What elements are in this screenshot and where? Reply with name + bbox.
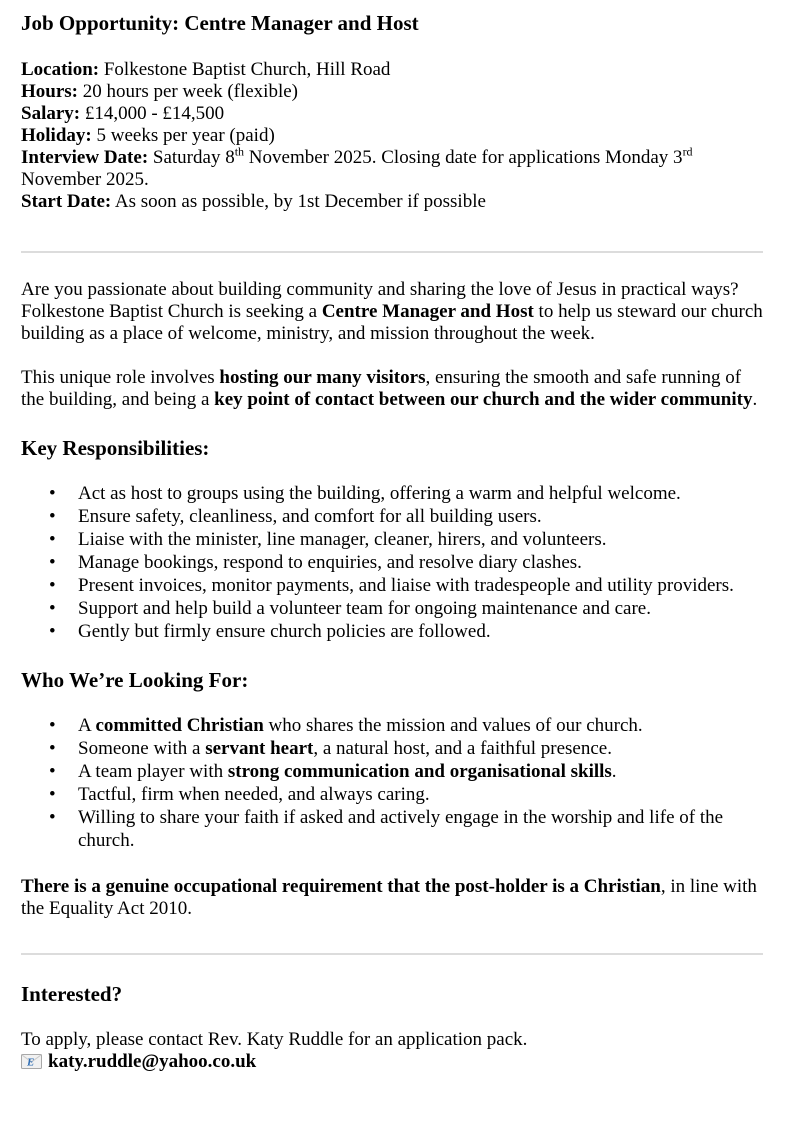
who-item: • Someone with a servant heart, a natural host, and a faithful presence.: [78, 737, 763, 760]
contact-email-address: katy.ruddle@yahoo.co.uk: [48, 1051, 257, 1072]
who-list: [78, 714, 763, 852]
responsibility-item: • Present invoices, monitor payments, and liaise with tradespeople and utility providers.: [78, 574, 763, 597]
who-item: • A team player with strong communication and organisational skills.: [78, 760, 763, 783]
page-title: Job Opportunity: Centre Manager and Host: [21, 11, 419, 35]
responsibilities-list: [78, 482, 763, 643]
detail-salary: Salary: £14,000 - £14,500: [21, 103, 225, 124]
email-icon: [21, 1053, 42, 1070]
responsibility-item: • Gently but firmly ensure church policies are followed.: [78, 620, 763, 643]
section-heading-interested: Interested?: [21, 982, 123, 1006]
closing-section: [21, 981, 763, 1073]
detail-hours: Hours: 20 hours per week (flexible): [21, 81, 299, 102]
intro-paragraph-2: This unique role involves hosting our many visitors, ensuring the smooth and safe running of the building, and being a key point of contact between our church and the wider community.: [21, 367, 758, 410]
divider-top: [21, 251, 763, 253]
who-item: • Willing to share your faith if asked and actively engage in the worship and life of the church.: [78, 806, 763, 852]
who-item: • Tactful, firm when needed, and always caring.: [78, 783, 763, 806]
job-details: [21, 59, 763, 213]
detail-start-date: Start Date: As soon as possible, by 1st December if possible: [21, 191, 486, 212]
intro-paragraph-1: Are you passionate about building community and sharing the love of Jesus in practical ways? Folkestone Baptist Church is seeking a Centre Manager and Host to help us steward our church building as a place of welcome, ministry, and mission throughout the week.: [21, 279, 763, 344]
detail-holiday: Holiday: 5 weeks per year (paid): [21, 125, 275, 146]
section-heading-who-were-looking-for: Who We’re Looking For:: [21, 668, 249, 692]
detail-location: Location: Folkestone Baptist Church, Hill Road: [21, 59, 391, 80]
intro-section: [21, 279, 763, 411]
svg-text:E: E: [27, 1056, 35, 1069]
detail-interview-date: Interview Date: Saturday 8th November 2025. Closing date for applications Monday 3rd November 2025.: [21, 144, 693, 190]
responsibility-item: • Support and help build a volunteer team for ongoing maintenance and care.: [78, 597, 763, 620]
contact-email-line: [21, 1051, 763, 1073]
responsibility-item: • Manage bookings, respond to enquiries, and resolve diary clashes.: [78, 551, 763, 574]
occupational-requirement-note: There is a genuine occupational requirement that the post-holder is a Christian, in line with the Equality Act 2010.: [21, 876, 757, 919]
responsibility-item: • Liaise with the minister, line manager, cleaner, hirers, and volunteers.: [78, 528, 763, 551]
who-item: • A committed Christian who shares the mission and values of our church.: [78, 714, 763, 737]
apply-instructions: To apply, please contact Rev. Katy Ruddle for an application pack.: [21, 1029, 528, 1050]
divider-bottom: [21, 953, 763, 955]
responsibility-item: • Ensure safety, cleanliness, and comfort for all building users.: [78, 505, 763, 528]
responsibility-item: • Act as host to groups using the building, offering a warm and helpful welcome.: [78, 482, 763, 505]
section-heading-responsibilities: Key Responsibilities:: [21, 436, 210, 460]
